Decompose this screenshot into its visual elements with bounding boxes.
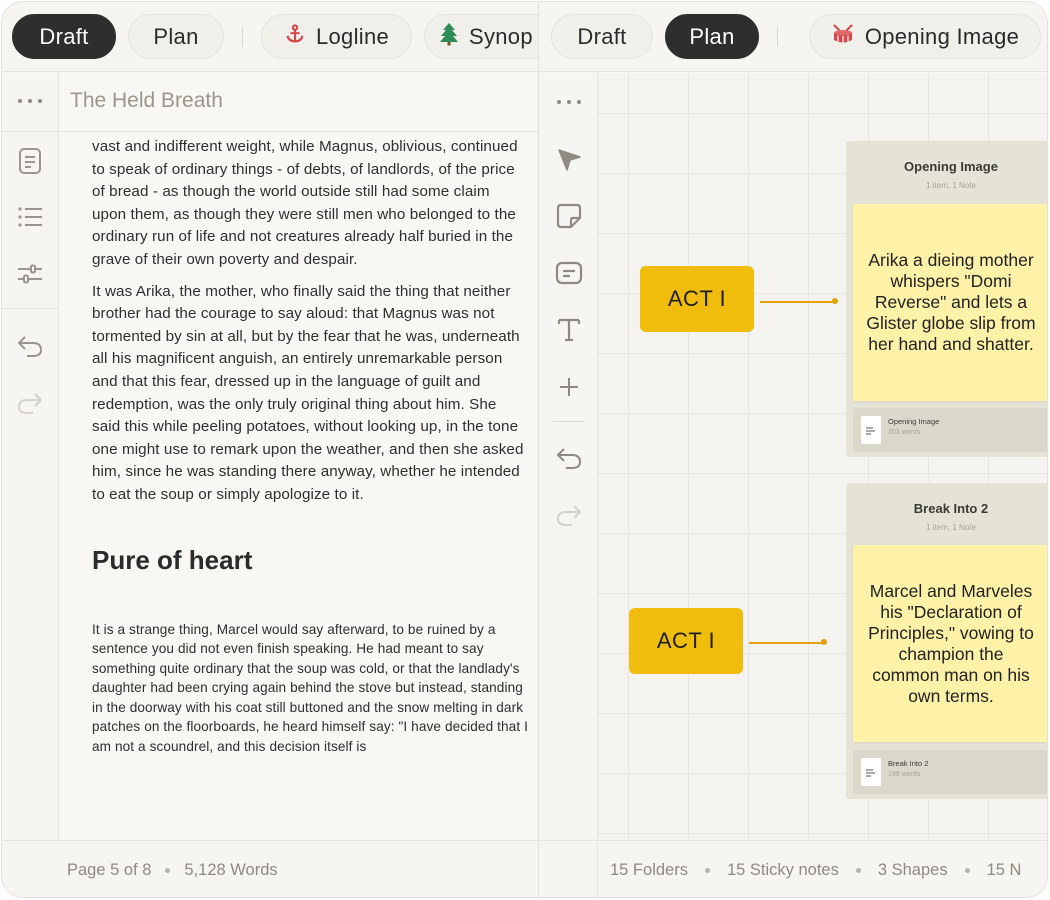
- shapes-count: 3 Shapes: [877, 860, 948, 879]
- tab-label: Plan: [153, 23, 199, 49]
- note-title: Break Into 2: [888, 759, 929, 768]
- tab-label: Plan: [689, 23, 735, 49]
- paragraph[interactable]: vast and indifferent weight, while Magnus, oblivious, continued to speak of ordinary things - of debts, of landlords, of the price of bread - as though the world outside still had some claim upon them, as though they were still men who belonged to the ordinary run of life and not creatures already half buried in the grave of their own poverty and despair.: [92, 138, 518, 268]
- pointer-icon[interactable]: [554, 145, 584, 175]
- editor-body[interactable]: [59, 132, 538, 840]
- note-word-count: 199 words: [888, 771, 921, 778]
- document-title-bar: [59, 73, 538, 132]
- act-label: ACT I: [667, 286, 727, 311]
- note-word-count: 203 words: [888, 429, 921, 436]
- folder-card[interactable]: [846, 141, 1048, 457]
- canvas-status-bar: [598, 840, 1048, 898]
- tab-label: Draft: [577, 23, 627, 49]
- folder-subtitle: 1 item, 1 Note: [926, 181, 976, 190]
- sticky-count: 15 Sticky notes: [726, 860, 839, 879]
- tab-label: Logline: [315, 23, 390, 49]
- tree-icon: [439, 22, 459, 52]
- tab-label: Synop: [469, 23, 533, 49]
- connector-line: [760, 301, 834, 303]
- more-icon[interactable]: [554, 87, 584, 117]
- rail-divider: [553, 421, 585, 422]
- tab-separator: [777, 27, 778, 47]
- folder-title: Break Into 2: [913, 501, 989, 516]
- tab-plan[interactable]: [665, 14, 759, 59]
- status-separator: [965, 868, 970, 873]
- redo-icon[interactable]: [16, 389, 44, 417]
- status-separator: [165, 868, 170, 873]
- sticky-note[interactable]: [853, 204, 1048, 401]
- sticky-text: Marcel and Marveles his "Declaration of Principles," vowing to champion the common man on his own terms.: [868, 580, 1034, 706]
- paragraph[interactable]: It is a strange thing, Marcel would say afterward, to be ruined by a sentence you did not even finish speaking. He had meant to say something quite ordinary that the soup was cold, or that the landlady's daughter had been crying again behind the stove but instead, standing in the doorway with his coat still buttoned and the snow melting in dark patches on the floorboards, he heard himself say: "I have decided that I am not a scoundrel, and this decision itself is: [92, 621, 528, 755]
- sliders-icon[interactable]: [16, 260, 44, 288]
- sticky-note[interactable]: [853, 545, 1048, 742]
- sticky-note-icon[interactable]: [554, 201, 584, 231]
- document-icon[interactable]: [16, 147, 44, 175]
- redo-icon[interactable]: [554, 500, 584, 530]
- app-window: [1, 1, 1048, 898]
- page-indicator: Page 5 of 8: [67, 860, 152, 879]
- connector-dot: [832, 298, 838, 304]
- status-separator: [856, 868, 861, 873]
- add-icon[interactable]: [554, 372, 584, 402]
- sticky-text: Arika a dieing mother whispers "Domi Reverse" and lets a Glister globe slip from her hand and shatter.: [866, 250, 1036, 354]
- word-count: 5,128 Words: [184, 860, 278, 879]
- canvas-toolbar: [539, 73, 598, 840]
- more-icon[interactable]: [16, 87, 44, 115]
- card-icon[interactable]: [554, 258, 584, 288]
- status-rail-spacer: [539, 840, 598, 898]
- right-tab-bar: [539, 2, 1048, 72]
- rail-divider: [2, 308, 59, 309]
- tab-draft[interactable]: [12, 14, 116, 59]
- act-shape[interactable]: [629, 608, 743, 674]
- status-separator: [705, 868, 710, 873]
- undo-icon[interactable]: [16, 332, 44, 360]
- note-file-icon: [861, 416, 881, 444]
- note-file-icon: [861, 758, 881, 786]
- tab-opening-image[interactable]: [809, 14, 1041, 59]
- connector-dot: [821, 639, 827, 645]
- tab-draft[interactable]: [551, 14, 653, 59]
- act-label: ACT I: [656, 628, 716, 653]
- tab-separator: [242, 27, 243, 47]
- editor-status-bar: [2, 840, 538, 898]
- folder-subtitle: 1 item, 1 Note: [926, 523, 976, 532]
- tab-plan[interactable]: [128, 14, 224, 59]
- note-title: Opening Image: [888, 417, 940, 426]
- tab-label: Opening Image: [864, 23, 1020, 49]
- folder-card[interactable]: [846, 483, 1048, 799]
- section-heading[interactable]: Pure of heart: [92, 544, 253, 575]
- note-card[interactable]: [853, 750, 1048, 794]
- anchor-icon: [284, 23, 306, 51]
- tab-synopsis[interactable]: [424, 14, 538, 59]
- drum-icon: [831, 23, 855, 51]
- act-shape[interactable]: [640, 266, 754, 332]
- folders-count: 15 Folders: [610, 860, 688, 879]
- document-title[interactable]: The Held Breath: [70, 89, 223, 112]
- rail-divider: [2, 131, 59, 132]
- tab-logline[interactable]: [261, 14, 412, 59]
- notes-count: 15 N: [986, 860, 1022, 879]
- connector-line: [749, 642, 823, 644]
- paragraph[interactable]: It was Arika, the mother, who finally said the thing that neither brother had the courage to say aloud: that Magnus was not tormented by sin at all, but by the fear that he was, underneath all his magnificent anguish, an entirely unremarkable person and that this fear, dressed up in the language of guilt and redemption, was the only truly original thing about him. She said this while peeling potatoes, without looking up, in the tone one might use to remark upon the weather, and then she asked him, since he was standing there anyway, whether he intended to eat the soup or simply apologize to it.: [92, 282, 524, 503]
- undo-icon[interactable]: [554, 443, 584, 473]
- editor-content[interactable]: [92, 132, 528, 766]
- tab-label: Draft: [39, 23, 89, 49]
- folder-title: Opening Image: [904, 159, 998, 174]
- plan-canvas[interactable]: [598, 73, 1048, 840]
- editor-toolbar: [2, 73, 59, 840]
- note-card[interactable]: [853, 408, 1048, 452]
- list-icon[interactable]: [16, 203, 44, 231]
- left-tab-bar: [2, 2, 538, 72]
- text-icon[interactable]: [554, 315, 584, 345]
